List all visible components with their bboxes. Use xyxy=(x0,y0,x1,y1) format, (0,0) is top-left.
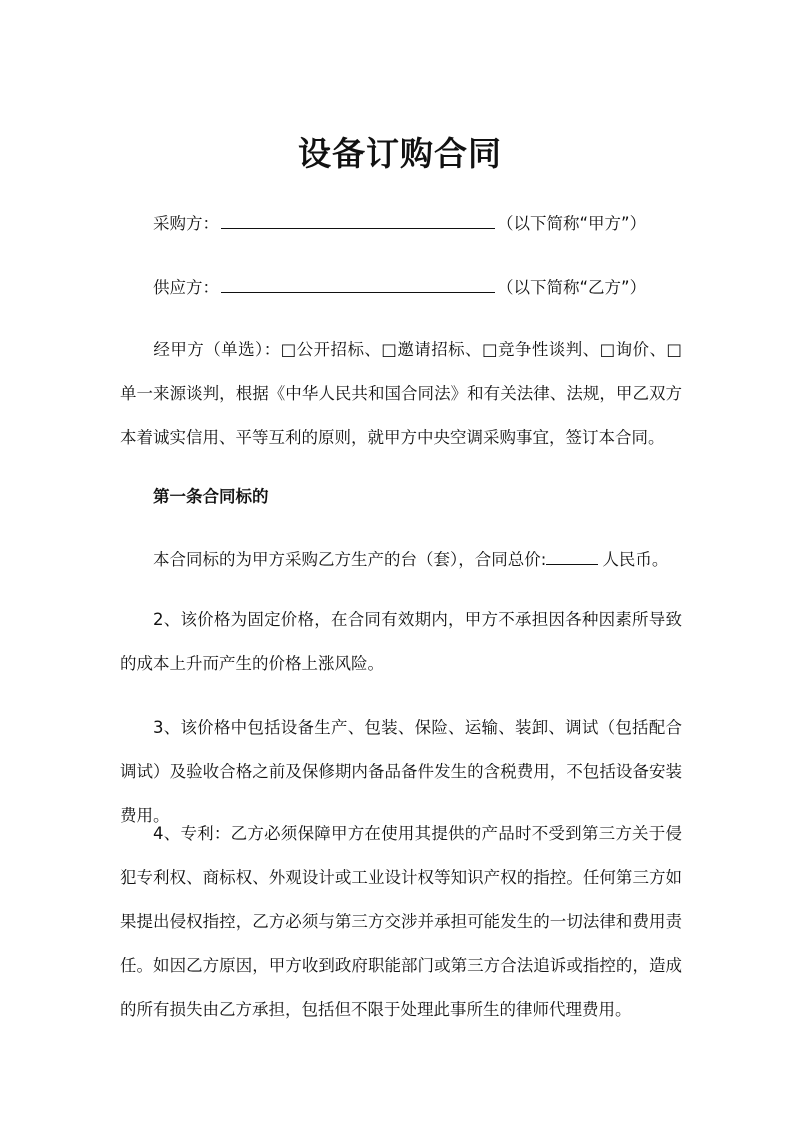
intro-paragraph xyxy=(120,328,682,460)
supplier-suffix: （以下简称“乙方”） xyxy=(497,278,647,297)
article1-text-after: 人民币。 xyxy=(602,550,669,569)
supplier-line xyxy=(153,277,690,299)
buyer-label: 采购方： xyxy=(153,214,219,233)
clause-4-text: 4、专利：乙方必须保障甲方在使用其提供的产品时不受到第三方关于侵犯专利权、商标权、外观设计或工业设计权等知识产权的指控。任何第三方如果提出侵权指控，乙方必须与第三方交涉并承担可能发生的一切法律和费用责任。如因乙方原因，甲方收到政府职能部门或第三方合法追诉或指控的，造成的所有损失由乙方承担，包括但不限于处理此事所生的律师代理费用。 xyxy=(120,824,682,1019)
buyer-blank xyxy=(221,214,495,229)
supplier-label: 供应方： xyxy=(153,278,219,297)
supplier-blank xyxy=(221,278,495,293)
clause-4 xyxy=(120,812,682,1032)
buyer-line xyxy=(153,213,690,235)
article1-line xyxy=(153,549,690,571)
clause-2 xyxy=(120,598,682,686)
article1-text: 本合同标的为甲方采购乙方生产的台（套），合同总价: xyxy=(153,550,547,569)
buyer-suffix: （以下简称“甲方”） xyxy=(497,214,647,233)
clause-3-text: 3、该价格中包括设备生产、包装、保险、运输、装卸、调试（包括配合调试）及验收合格之前及保修期内备品备件发生的含税费用，不包括设备安装费用。 xyxy=(120,718,682,825)
article1-heading: 第一条合同标的 xyxy=(153,487,269,506)
price-blank xyxy=(546,550,598,565)
intro-text: 经甲方（单选）：□公开招标、□邀请招标、□竞争性谈判、□询价、□单一来源谈判，根据《中华人民共和国合同法》和有关法律、法规，甲乙双方本着诚实信用、平等互利的原则，就甲方中央空调采购事宜，签订本合同。 xyxy=(120,340,682,447)
document-title: 设备订购合同 xyxy=(298,134,502,173)
clause-2-text: 2、该价格为固定价格，在合同有效期内，甲方不承担因各种因素所导致的成本上升而产生的价格上涨风险。 xyxy=(120,610,682,673)
